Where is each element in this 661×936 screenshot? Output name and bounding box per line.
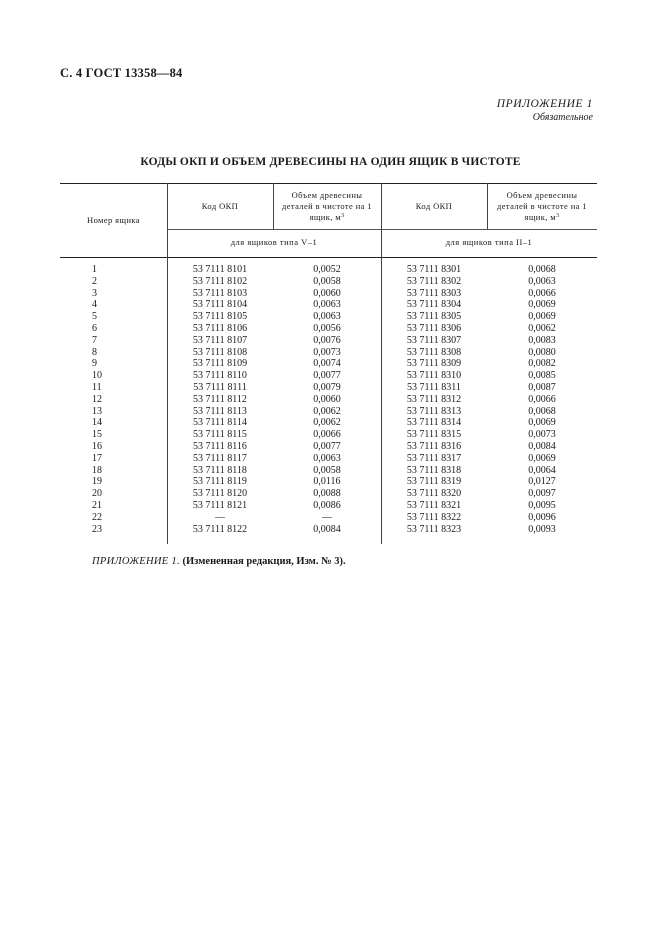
okp-table [60,264,597,535]
volume-ii1-cell: 0,0084 [528,440,556,452]
table-row [60,476,597,488]
volume-ii1-cell: 0,0064 [528,464,556,476]
okp-code-ii1-cell: 53 7111 8312 [406,393,462,405]
box-number-cell: 9 [92,358,97,370]
volume-ii1-cell: 0,0073 [528,429,556,441]
header-box-number-text: Номер ящика [87,214,140,225]
table-row [60,311,597,323]
okp-code-ii1-cell: 53 7111 8302 [406,275,462,287]
volume-ii1-cell: 0,0087 [528,381,556,393]
table-row [60,417,597,429]
okp-code-ii1-cell: 53 7111 8320 [406,488,462,500]
okp-code-v1-cell: 53 7111 8120 [192,488,248,500]
table-row [60,347,597,359]
volume-v1-cell: 0,0074 [313,358,341,370]
okp-code-v1-cell: 53 7111 8104 [192,299,248,311]
box-number-cell: 17 [92,452,102,464]
okp-code-ii1-cell: 53 7111 8310 [406,370,462,382]
group-label-type-ii1: для ящиков типа II–1 [445,237,533,247]
table-row [60,264,597,276]
volume-ii1-cell: 0,0080 [528,346,556,358]
footnote-revision-note: (Измененная редакция, Изм. № 3). [182,556,346,567]
volume-ii1-cell: 0,0096 [528,511,556,523]
table-row [60,488,597,500]
header-okp-code-2-text: Код ОКП [415,200,453,211]
okp-code-v1-cell: 53 7111 8107 [192,334,248,346]
okp-code-ii1-cell: 53 7111 8316 [406,440,462,452]
box-number-cell: 18 [92,464,102,476]
okp-code-ii1-cell: 53 7111 8305 [406,311,462,323]
box-number-cell: 13 [92,405,102,417]
okp-code-ii1-cell: 53 7111 8322 [406,511,462,523]
volume-v1-cell: 0,0063 [313,452,341,464]
okp-code-v1-cell: 53 7111 8101 [192,264,248,275]
group-label-type-v1: для ящиков типа V–1 [230,237,318,247]
appendix-label [497,97,593,125]
box-number-cell: 6 [92,322,97,334]
box-number-cell: 22 [92,511,102,523]
volume-v1-cell: 0,0060 [313,287,341,299]
volume-ii1-cell: 0,0085 [528,370,556,382]
okp-code-v1-cell: 53 7111 8117 [193,452,247,464]
volume-v1-cell: 0,0063 [313,299,341,311]
okp-code-ii1-cell: 53 7111 8317 [406,452,462,464]
volume-v1-cell: 0,0073 [313,346,341,358]
box-number-cell: 20 [92,488,102,500]
header-okp-code-text: Код ОКП [201,200,239,211]
table-row [60,394,597,406]
box-number-cell: 14 [92,417,102,429]
okp-code-ii1-cell: 53 7111 8314 [406,417,462,429]
okp-code-ii1-cell: 53 7111 8304 [406,299,462,311]
volume-v1-cell: 0,0062 [313,417,341,429]
header-volume-text: Объем древесины деталей в чистоте на 1 ящик, м [281,189,373,222]
volume-ii1-cell: 0,0069 [528,452,556,464]
volume-ii1-cell: 0,0068 [528,264,556,275]
okp-code-ii1-cell: 53 7111 8318 [406,464,462,476]
okp-code-v1-cell: 53 7111 8109 [192,358,248,370]
box-number-cell: 19 [92,476,102,488]
volume-v1-cell: 0,0086 [313,499,341,511]
header-volume-2-text: Объем древесины деталей в чистоте на 1 ящик, м [496,189,588,222]
table-row [60,406,597,418]
box-number-cell: 1 [92,264,97,275]
okp-code-v1-cell: 53 7111 8102 [192,275,248,287]
volume-ii1-cell: 0,0093 [528,523,556,535]
okp-code-v1-cell: 53 7111 8103 [192,287,248,299]
volume-v1-cell: 0,0116 [313,476,341,488]
table-row [60,382,597,394]
volume-ii1-cell: 0,0069 [528,417,556,429]
header-okp-code-2 [381,183,487,229]
volume-v1-cell: 0,0062 [313,405,341,417]
box-number-cell: 4 [92,299,97,311]
volume-v1-cell: 0,0060 [313,393,341,405]
header-bottom-rule [60,257,597,258]
volume-ii1-cell: 0,0097 [528,488,556,500]
group-header-rule [167,229,597,230]
okp-code-ii1-cell: 53 7111 8308 [406,346,462,358]
box-number-cell: 16 [92,440,102,452]
table-row [60,465,597,477]
okp-code-ii1-cell: 53 7111 8301 [406,264,462,275]
volume-v1-cell: 0,0077 [313,440,341,452]
volume-ii1-cell: 0,0083 [528,334,556,346]
volume-v1-cell: — [322,511,332,523]
okp-code-v1-cell: 53 7111 8108 [192,346,248,358]
volume-ii1-cell: 0,0068 [528,405,556,417]
box-number-cell: 3 [92,287,97,299]
volume-v1-cell: 0,0066 [313,429,341,441]
volume-v1-cell: 0,0079 [313,381,341,393]
table-row [60,288,597,300]
volume-ii1-cell: 0,0069 [528,299,556,311]
header-box-number [60,183,167,257]
volume-ii1-cell: 0,0082 [528,358,556,370]
okp-code-ii1-cell: 53 7111 8319 [406,476,462,488]
footnote-appendix-ref: ПРИЛОЖЕНИЕ 1. [92,556,180,567]
volume-ii1-cell: 0,0066 [528,287,556,299]
okp-code-ii1-cell: 53 7111 8313 [406,405,462,417]
okp-code-v1-cell: 53 7111 8106 [192,322,248,334]
okp-code-ii1-cell: 53 7111 8307 [406,334,462,346]
okp-code-v1-cell: 53 7111 8112 [193,393,247,405]
table-row [60,276,597,288]
table-row [60,299,597,311]
box-number-cell: 11 [92,381,102,393]
box-number-cell: 10 [92,370,102,382]
unit-power: 3 [341,212,345,219]
table-row [60,370,597,382]
table-row [60,441,597,453]
okp-code-v1-cell: 53 7111 8111 [193,381,247,393]
okp-code-ii1-cell: 53 7111 8303 [406,287,462,299]
okp-code-ii1-cell: 53 7111 8306 [406,322,462,334]
okp-code-v1-cell: 53 7111 8121 [192,499,248,511]
footnote [92,556,346,567]
header-volume-2 [487,183,597,229]
box-number-cell: 7 [92,334,97,346]
appendix-status: Обязательное [532,112,593,123]
volume-v1-cell: 0,0058 [313,275,341,287]
volume-v1-cell: 0,0077 [313,370,341,382]
okp-code-v1-cell: 53 7111 8114 [193,417,247,429]
okp-code-v1-cell: 53 7111 8122 [192,523,248,535]
okp-code-ii1-cell: 53 7111 8315 [406,429,462,441]
volume-ii1-cell: 0,0063 [528,275,556,287]
volume-v1-cell: 0,0052 [313,264,341,275]
volume-ii1-cell: 0,0062 [528,322,556,334]
box-number-cell: 2 [92,275,97,287]
box-number-cell: 23 [92,523,102,535]
okp-code-ii1-cell: 53 7111 8311 [407,381,461,393]
okp-code-v1-cell: 53 7111 8113 [193,405,247,417]
box-number-cell: 12 [92,393,102,405]
volume-v1-cell: 0,0088 [313,488,341,500]
volume-v1-cell: 0,0058 [313,464,341,476]
header-okp-code [167,183,273,229]
volume-ii1-cell: 0,0066 [528,393,556,405]
table-row [60,524,597,536]
volume-v1-cell: 0,0076 [313,334,341,346]
table-body [60,264,597,535]
table-row [60,335,597,347]
volume-ii1-cell: 0,0069 [528,311,556,323]
table-row [60,358,597,370]
box-number-cell: 15 [92,429,102,441]
okp-code-ii1-cell: 53 7111 8323 [406,523,462,535]
okp-code-v1-cell: 53 7111 8115 [193,429,247,441]
table-row [60,323,597,335]
okp-code-v1-cell: 53 7111 8119 [193,476,247,488]
unit-power-2: 3 [556,212,560,219]
volume-v1-cell: 0,0084 [313,523,341,535]
okp-code-ii1-cell: 53 7111 8321 [406,499,462,511]
table-row [60,453,597,465]
volume-v1-cell: 0,0056 [313,322,341,334]
box-number-cell: 21 [92,499,102,511]
okp-code-ii1-cell: 53 7111 8309 [406,358,462,370]
table-row [60,429,597,441]
box-number-cell: 5 [92,311,97,323]
okp-code-v1-cell: 53 7111 8110 [193,370,247,382]
table-row [60,512,597,524]
volume-v1-cell: 0,0063 [313,311,341,323]
okp-code-v1-cell: 53 7111 8118 [193,464,247,476]
box-number-cell: 8 [92,346,97,358]
okp-code-v1-cell: — [215,511,225,523]
page-header: С. 4 ГОСТ 13358—84 [60,66,183,80]
table-title: КОДЫ ОКП И ОБЪЕМ ДРЕВЕСИНЫ НА ОДИН ЯЩИК В ЧИСТОТЕ [140,156,521,168]
volume-ii1-cell: 0,0095 [528,499,556,511]
volume-ii1-cell: 0,0127 [528,476,556,488]
header-volume [273,183,381,229]
table-row [60,500,597,512]
okp-code-v1-cell: 53 7111 8116 [193,440,247,452]
okp-code-v1-cell: 53 7111 8105 [192,311,248,323]
appendix-title: ПРИЛОЖЕНИЕ 1 [496,98,593,110]
